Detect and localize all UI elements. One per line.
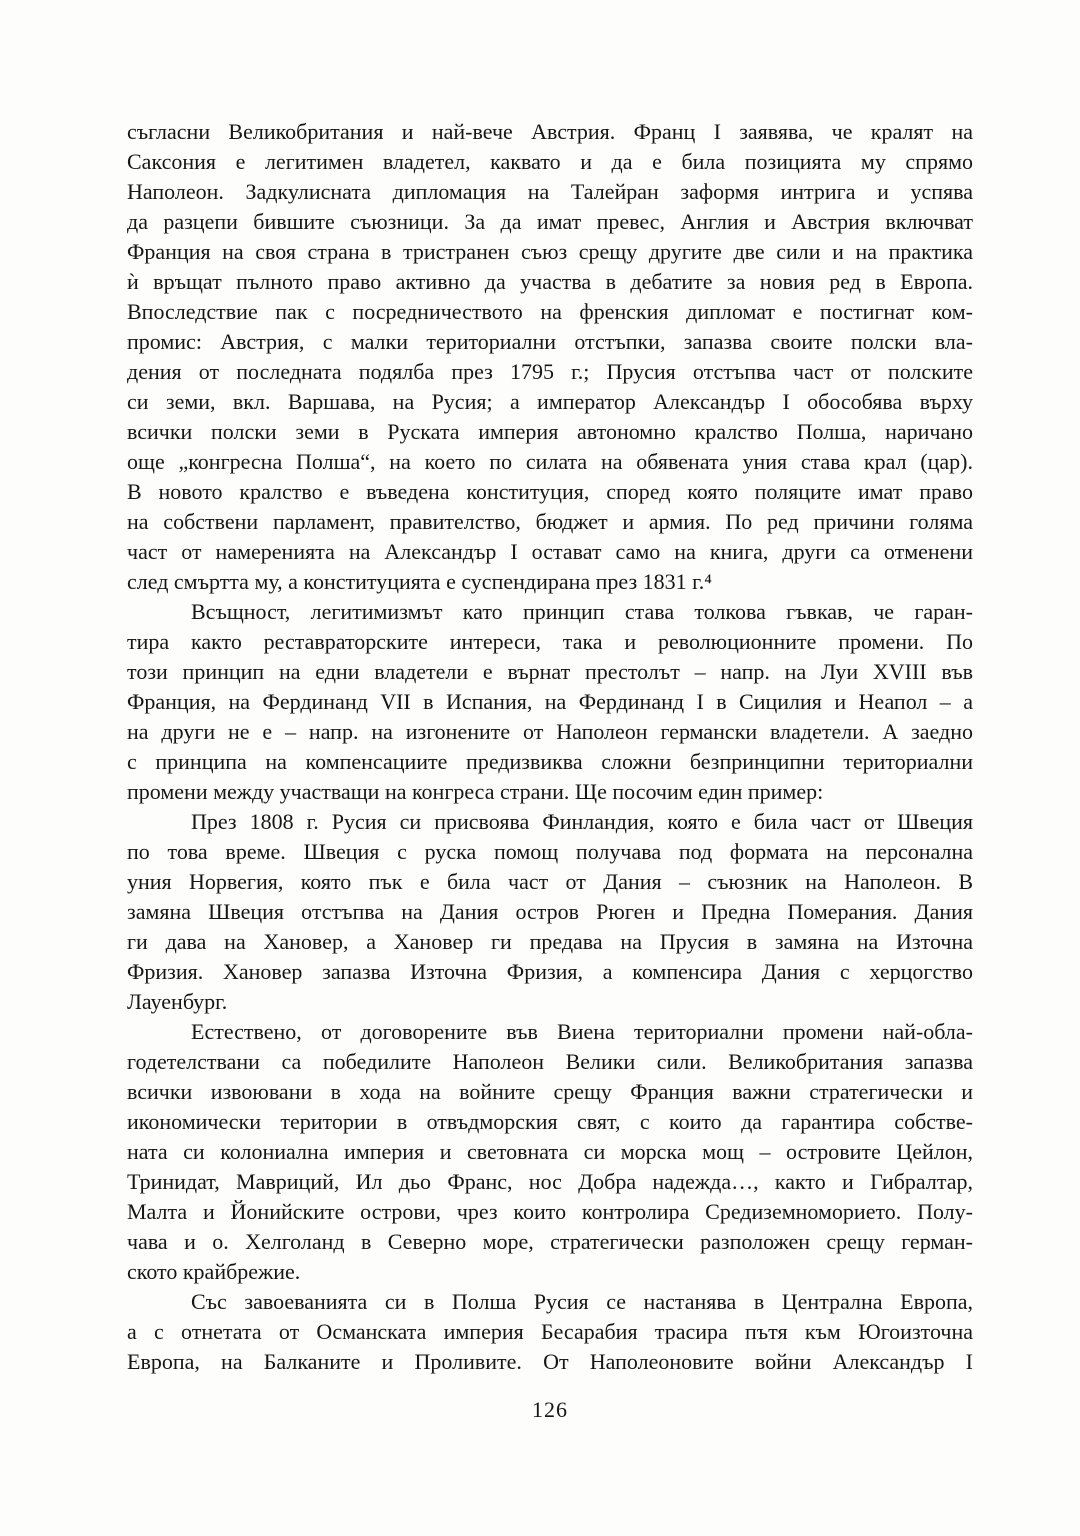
text-block bbox=[127, 117, 973, 1377]
text-line: след смъртта му, а конституцията е суспендирана през 1831 г.⁴ bbox=[127, 569, 712, 594]
text-line: уния Норвегия, която пък е била част от Дания – съюзник на Наполеон. В bbox=[127, 869, 973, 894]
text-line: съгласни Великобритания и най-вече Австрия. Франц I заявява, че кралят на bbox=[127, 119, 973, 144]
page-number: 126 bbox=[532, 1397, 568, 1422]
text-line: Малта и Йонийските острови, чрез които контролира Средиземноморието. Полу- bbox=[127, 1199, 973, 1224]
text-line: тира както реставраторските интереси, така и революционните промени. По bbox=[127, 629, 973, 654]
text-line: с принципа на компенсациите предизвиква сложни безпринципни териториални bbox=[127, 749, 973, 774]
text-line: Всъщност, легитимизмът като принцип става толкова гъвкав, че гаран- bbox=[191, 599, 973, 624]
text-line: Фризия. Хановер запазва Източна Фризия, а компенсира Дания с херцогство bbox=[127, 959, 973, 984]
text-line: да разцепи бившите съюзници. За да имат превес, Англия и Австрия включват bbox=[127, 209, 973, 234]
text-line: Тринидат, Мавриций, Ил дьо Франс, нос Добра надежда…, както и Гибралтар, bbox=[127, 1169, 973, 1194]
text-line: ѝ връщат пълното право активно да участва в дебатите за новия ред в Европа. bbox=[127, 269, 973, 294]
text-line: икономически територии в отвъдморския свят, с които да гарантира собстве- bbox=[127, 1109, 973, 1134]
text-line: Наполеон. Задкулисната дипломация на Талейран заформя интрига и успява bbox=[127, 179, 973, 204]
text-line: чава и о. Хелголанд в Северно море, стратегически разположен срещу герман- bbox=[127, 1229, 973, 1254]
text-line: дения от последната подялба през 1795 г.; Прусия отстъпва част от полските bbox=[127, 359, 973, 384]
text-line: Лауенбург. bbox=[127, 989, 228, 1014]
text-line: всички извоювани в хода на войните срещу Франция важни стратегически и bbox=[127, 1079, 973, 1104]
text-line: а с отнетата от Османската империя Бесарабия трасира пътя към Югоизточна bbox=[127, 1319, 973, 1344]
text-line: на други не е – напр. на изгонените от Наполеон германски владетели. А заедно bbox=[127, 719, 973, 744]
text-line: Франция, на Фердинанд VII в Испания, на Фердинанд I в Сицилия и Неапол – а bbox=[127, 689, 973, 714]
text-line: на собствени парламент, правителство, бюджет и армия. По ред причини голяма bbox=[127, 509, 973, 534]
paragraph bbox=[127, 117, 973, 597]
text-line: си земи, вкл. Варшава, на Русия; а император Александър I обособява върху bbox=[127, 389, 973, 414]
text-line: още „конгресна Полша“, на което по силата на обявената уния става крал (цар). bbox=[127, 449, 973, 474]
text-line: Европа, на Балканите и Проливите. От Наполеоновите войни Александър I bbox=[127, 1349, 973, 1374]
text-line: промис: Австрия, с малки териториални отстъпки, запазва своите полски вла- bbox=[127, 329, 973, 354]
text-line: В новото кралство е въведена конституция, според която поляците имат право bbox=[127, 479, 973, 504]
text-line: Впоследствие пак с посредничеството на френския дипломат е постигнат ком- bbox=[127, 299, 973, 324]
text-line: част от намеренията на Александър I остават само на книга, други са отменени bbox=[127, 539, 973, 564]
text-line: ги дава на Хановер, а Хановер ги предава на Прусия в замяна на Източна bbox=[127, 929, 973, 954]
text-line: ското крайбрежие. bbox=[127, 1259, 301, 1284]
paragraph bbox=[127, 1017, 973, 1287]
paragraph bbox=[127, 807, 973, 1017]
paragraph bbox=[127, 1287, 973, 1377]
text-line: промени между участващи на конгреса страни. Ще посочим един пример: bbox=[127, 779, 824, 804]
text-line: всички полски земи в Руската империя автономно кралство Полша, наричано bbox=[127, 419, 973, 444]
text-line: Саксония е легитимен владетел, каквато и да е била позицията му спрямо bbox=[127, 149, 973, 174]
text-line: годетелствани са победилите Наполеон Велики сили. Великобритания запазва bbox=[127, 1049, 973, 1074]
text-line: замяна Швеция отстъпва на Дания остров Рюген и Предна Померания. Дания bbox=[127, 899, 973, 924]
text-line: През 1808 г. Русия си присвоява Финландия, която е била част от Швеция bbox=[191, 809, 973, 834]
paragraph bbox=[127, 597, 973, 807]
text-line: ната си колониална империя и световната си морска мощ – островите Цейлон, bbox=[127, 1139, 973, 1164]
page-footer bbox=[127, 1395, 973, 1425]
text-line: Естествено, от договорените във Виена териториални промени най-обла- bbox=[191, 1019, 973, 1044]
text-line: този принцип на едни владетели е върнат престолът – напр. на Луи XVIII във bbox=[127, 659, 973, 684]
text-line: по това време. Швеция с руска помощ получава под формата на персонална bbox=[127, 839, 973, 864]
text-line: Със завоеванията си в Полша Русия се настанява в Централна Европа, bbox=[191, 1289, 973, 1314]
text-line: Франция на своя страна в тристранен съюз срещу другите две сили и на практика bbox=[127, 239, 973, 264]
